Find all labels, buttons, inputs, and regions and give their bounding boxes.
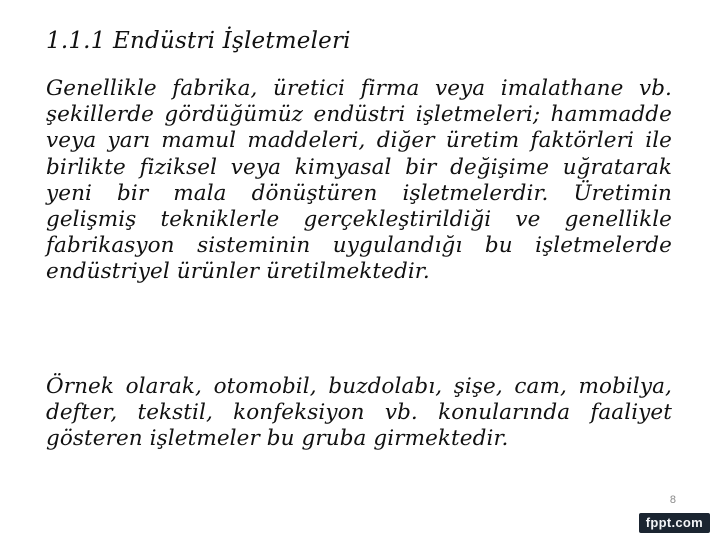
page-number: 8 [669, 494, 676, 506]
fppt-watermark-logo: fppt.com [639, 513, 710, 533]
slide-title: 1.1.1 Endüstri İşletmeleri [46, 28, 351, 54]
body-paragraph-1: Genellikle fabrika, üretici firma veya imalathane vb. şekillerde gördüğümüz endüstri işletmeleri; hammadde veya yarı mamul maddeleri, diğer üretim faktörleri ile birlikte fiziksel veya kimyasal bir değişime uğratarak yeni bir mala dönüştüren işletmelerdir. Üretimin gelişmiş tekniklerle gerçekleştirildiği ve genellikle fabrikasyon sisteminin uygulandığı bu işletmelerde endüstriyel ürünler üretilmektedir. [46, 76, 672, 285]
body-paragraph-2: Örnek olarak, otomobil, buzdolabı, şişe, cam, mobilya, defter, tekstil, konfeksiyon vb. konularında faaliyet gösteren işletmeler bu gruba girmektedir. [46, 374, 672, 452]
